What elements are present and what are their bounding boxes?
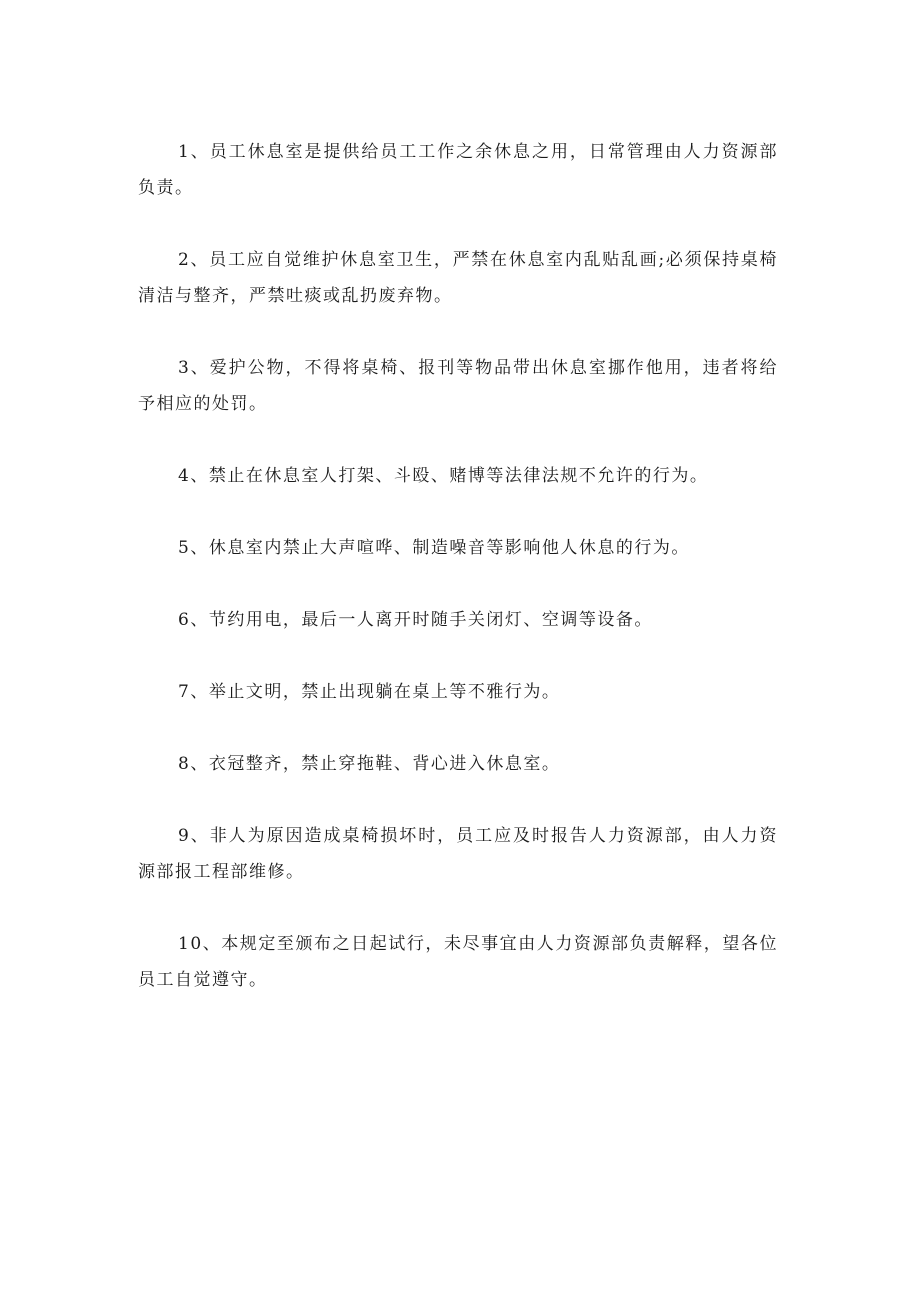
rule-item-10: 10、本规定至颁布之日起试行，未尽事宜由人力资源部负责解释，望各位员工自觉遵守。 xyxy=(138,934,778,990)
rules-list xyxy=(138,134,778,1034)
rule-item-8: 8、衣冠整齐，禁止穿拖鞋、背心进入休息室。 xyxy=(178,754,561,774)
rule-item-1: 1、员工休息室是提供给员工工作之余休息之用，日常管理由人力资源部负责。 xyxy=(138,142,778,198)
rule-item-4: 4、禁止在休息室人打架、斗殴、赌博等法律法规不允许的行为。 xyxy=(178,466,709,486)
rule-item-9: 9、非人为原因造成桌椅损坏时，员工应及时报告人力资源部，由人力资源部报工程部维修。 xyxy=(138,826,778,882)
rule-item-3: 3、爱护公物，不得将桌椅、报刊等物品带出休息室挪作他用，违者将给予相应的处罚。 xyxy=(138,358,778,414)
rule-item-2: 2、员工应自觉维护休息室卫生，严禁在休息室内乱贴乱画;必须保持桌椅清洁与整齐，严禁吐痰或乱扔废弃物。 xyxy=(138,250,778,306)
rule-item-5: 5、休息室内禁止大声喧哗、制造噪音等影响他人休息的行为。 xyxy=(178,538,690,558)
rule-item-6: 6、节约用电，最后一人离开时随手关闭灯、空调等设备。 xyxy=(178,610,653,630)
rule-item-7: 7、举止文明，禁止出现躺在桌上等不雅行为。 xyxy=(178,682,561,702)
